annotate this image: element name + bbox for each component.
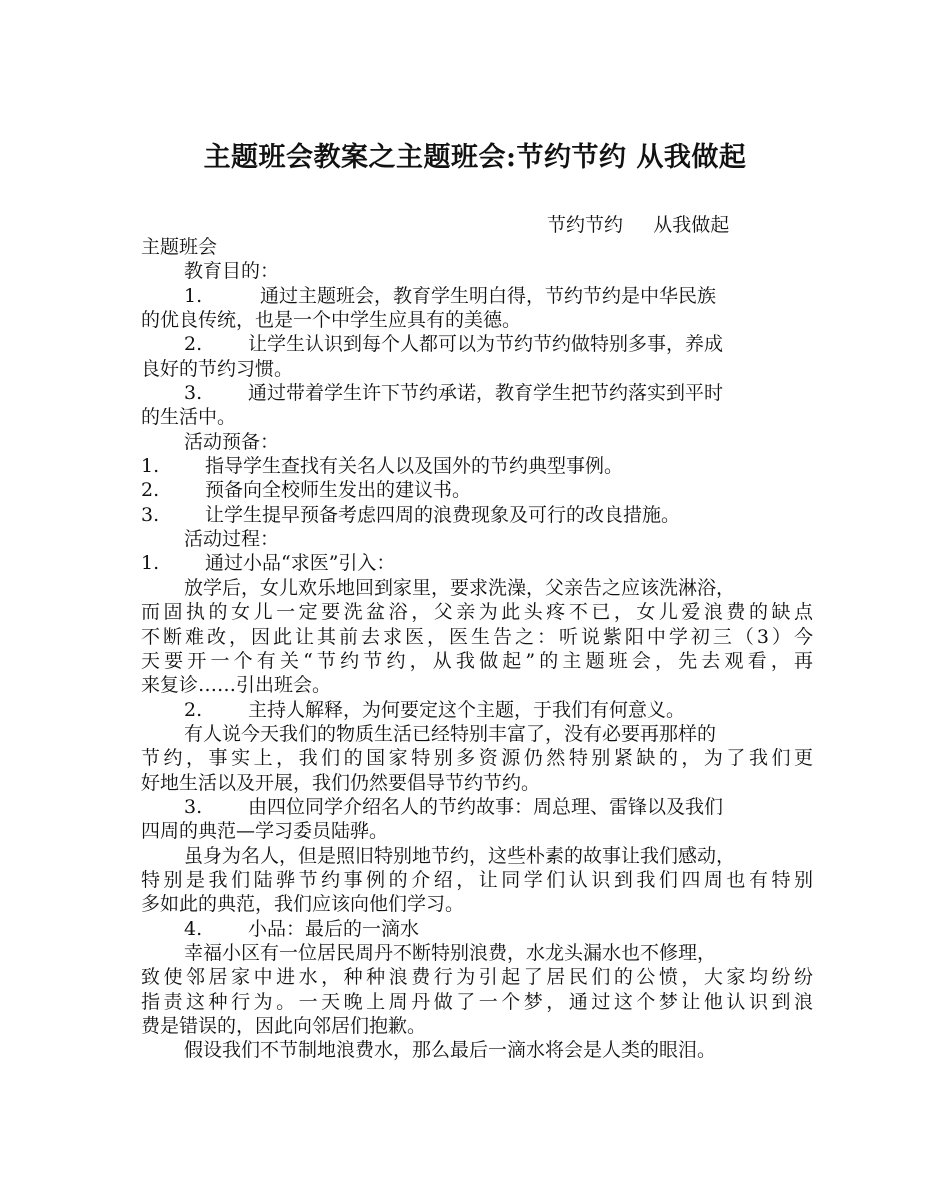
- document-subtitle: 节约节约 从我做起: [547, 214, 730, 236]
- line-text: 好地生活以及开展，我们仍然要倡导节约节约。: [141, 771, 541, 794]
- paragraph-line: [141, 795, 813, 819]
- paragraph-line: [141, 357, 813, 381]
- document-body: [141, 235, 813, 1063]
- line-text: 假设我们不节制地浪费水，那么最后一滴水将会是人类的眼泪。: [184, 1039, 717, 1062]
- paragraph-line: [141, 941, 813, 965]
- line-text: 指导学生查找有关名人以及国外的节约典型事例。: [205, 455, 624, 478]
- paragraph-line: [141, 332, 813, 356]
- line-text: 预备向全校师生发出的建议书。: [205, 479, 472, 502]
- line-text: 活动过程：: [184, 528, 280, 551]
- line-text: 有人说今天我们的物质生活已经特别丰富了，没有必要再那样的: [184, 722, 717, 745]
- paragraph-line: [141, 722, 813, 746]
- paragraph-line: [141, 576, 813, 600]
- list-number: 3.: [184, 795, 203, 818]
- paragraph-line: [141, 527, 813, 551]
- list-number: 2.: [184, 333, 203, 356]
- paragraph-line: [141, 892, 813, 916]
- paragraph-line: [141, 308, 813, 332]
- line-text: 致使邻居家中进水，种种浪费行为引起了居民们的公愤，大家均纷纷: [141, 966, 813, 989]
- paragraph-line: [141, 844, 813, 868]
- paragraph-line: [141, 259, 813, 283]
- line-text: 指责这种行为。一天晚上周丹做了一个梦，通过这个梦让他认识到浪: [141, 990, 813, 1013]
- paragraph-line: [141, 381, 813, 405]
- line-text: 主持人解释，为何要定这个主题，于我们有何意义。: [248, 698, 686, 721]
- line-text: 来复诊……引出班会。: [141, 674, 332, 697]
- paragraph-line: [141, 600, 813, 624]
- line-text: 费是错误的，因此向邻居们抱歉。: [141, 1015, 427, 1037]
- line-text: 放学后，女儿欢乐地回到家里，要求洗澡，父亲告之应该洗淋浴，: [184, 576, 736, 599]
- line-text: 良好的节约习惯。: [141, 357, 294, 380]
- paragraph-line: [141, 235, 813, 259]
- paragraph-line: [141, 478, 813, 502]
- document-title: 主题班会教案之主题班会:节约节约 从我做起: [203, 142, 747, 173]
- line-text: 让学生提早预备考虑四周的浪费现象及可行的改良措施。: [205, 503, 681, 526]
- list-number: 4.: [184, 917, 203, 940]
- list-number: 1.: [141, 552, 160, 575]
- list-number: 2.: [141, 479, 160, 502]
- line-text: 主题班会: [141, 236, 218, 258]
- paragraph-line: [141, 551, 813, 575]
- line-text: 通过主题班会，教育学生明白得，节约节约是中华民族: [260, 284, 717, 307]
- paragraph-line: [141, 1038, 813, 1062]
- paragraph-line: [141, 698, 813, 722]
- line-text: 天要开一个有关“节约节约，从我做起”的主题班会，先去观看，再: [141, 649, 813, 672]
- paragraph-line: [141, 990, 813, 1014]
- paragraph-line: [141, 405, 813, 429]
- list-number: 1.: [141, 455, 160, 478]
- line-text: 活动预备：: [184, 430, 280, 453]
- line-text: 教育目的：: [184, 260, 280, 283]
- paragraph-line: [141, 965, 813, 989]
- paragraph-line: [141, 1014, 813, 1038]
- paragraph-line: [141, 649, 813, 673]
- paragraph-line: [141, 625, 813, 649]
- line-text: 特别是我们陆骅节约事例的介绍，让同学们认识到我们四周也有特别: [141, 868, 813, 891]
- line-text: 由四位同学介绍名人的节约故事：周总理、雷锋以及我们: [248, 795, 724, 818]
- line-text: 虽身为名人，但是照旧特别地节约，这些朴素的故事让我们感动，: [184, 844, 736, 867]
- line-text: 四周的典范—学习委员陆骅。: [141, 820, 389, 843]
- paragraph-line: [141, 503, 813, 527]
- paragraph-line: [141, 917, 813, 941]
- line-text: 的优良传统，也是一个中学生应具有的美德。: [141, 309, 522, 332]
- line-text: 通过带着学生许下节约承诺，教育学生把节约落实到平时: [248, 382, 724, 405]
- line-text: 幸福小区有一位居民周丹不断特别浪费，水龙头漏水也不修理，: [184, 941, 717, 964]
- paragraph-line: [141, 430, 813, 454]
- paragraph-line: [141, 673, 813, 697]
- list-number: 2.: [184, 698, 203, 721]
- paragraph-line: [141, 868, 813, 892]
- paragraph-line: [141, 284, 813, 308]
- list-number: 3.: [141, 503, 160, 526]
- line-text: 通过小品“求医”引入：: [205, 552, 396, 575]
- line-text: 的生活中。: [141, 406, 237, 429]
- paragraph-line: [141, 746, 813, 770]
- paragraph-line: [141, 454, 813, 478]
- line-text: 不断难改，因此让其前去求医，医生告之：听说紫阳中学初三（3）今: [141, 625, 813, 648]
- line-text: 而固执的女儿一定要洗盆浴，父亲为此头疼不已，女儿爱浪费的缺点: [141, 601, 813, 624]
- list-number: 1.: [184, 284, 203, 307]
- line-text: 节约，事实上，我们的国家特别多资源仍然特别紧缺的，为了我们更: [141, 747, 813, 770]
- list-number: 3.: [184, 382, 203, 405]
- paragraph-line: [141, 819, 813, 843]
- line-text: 多如此的典范，我们应该向他们学习。: [141, 893, 465, 916]
- paragraph-line: [141, 771, 813, 795]
- line-text: 小品：最后的一滴水: [248, 917, 420, 940]
- line-text: 让学生认识到每个人都可以为节约节约做特别多事，养成: [248, 333, 724, 356]
